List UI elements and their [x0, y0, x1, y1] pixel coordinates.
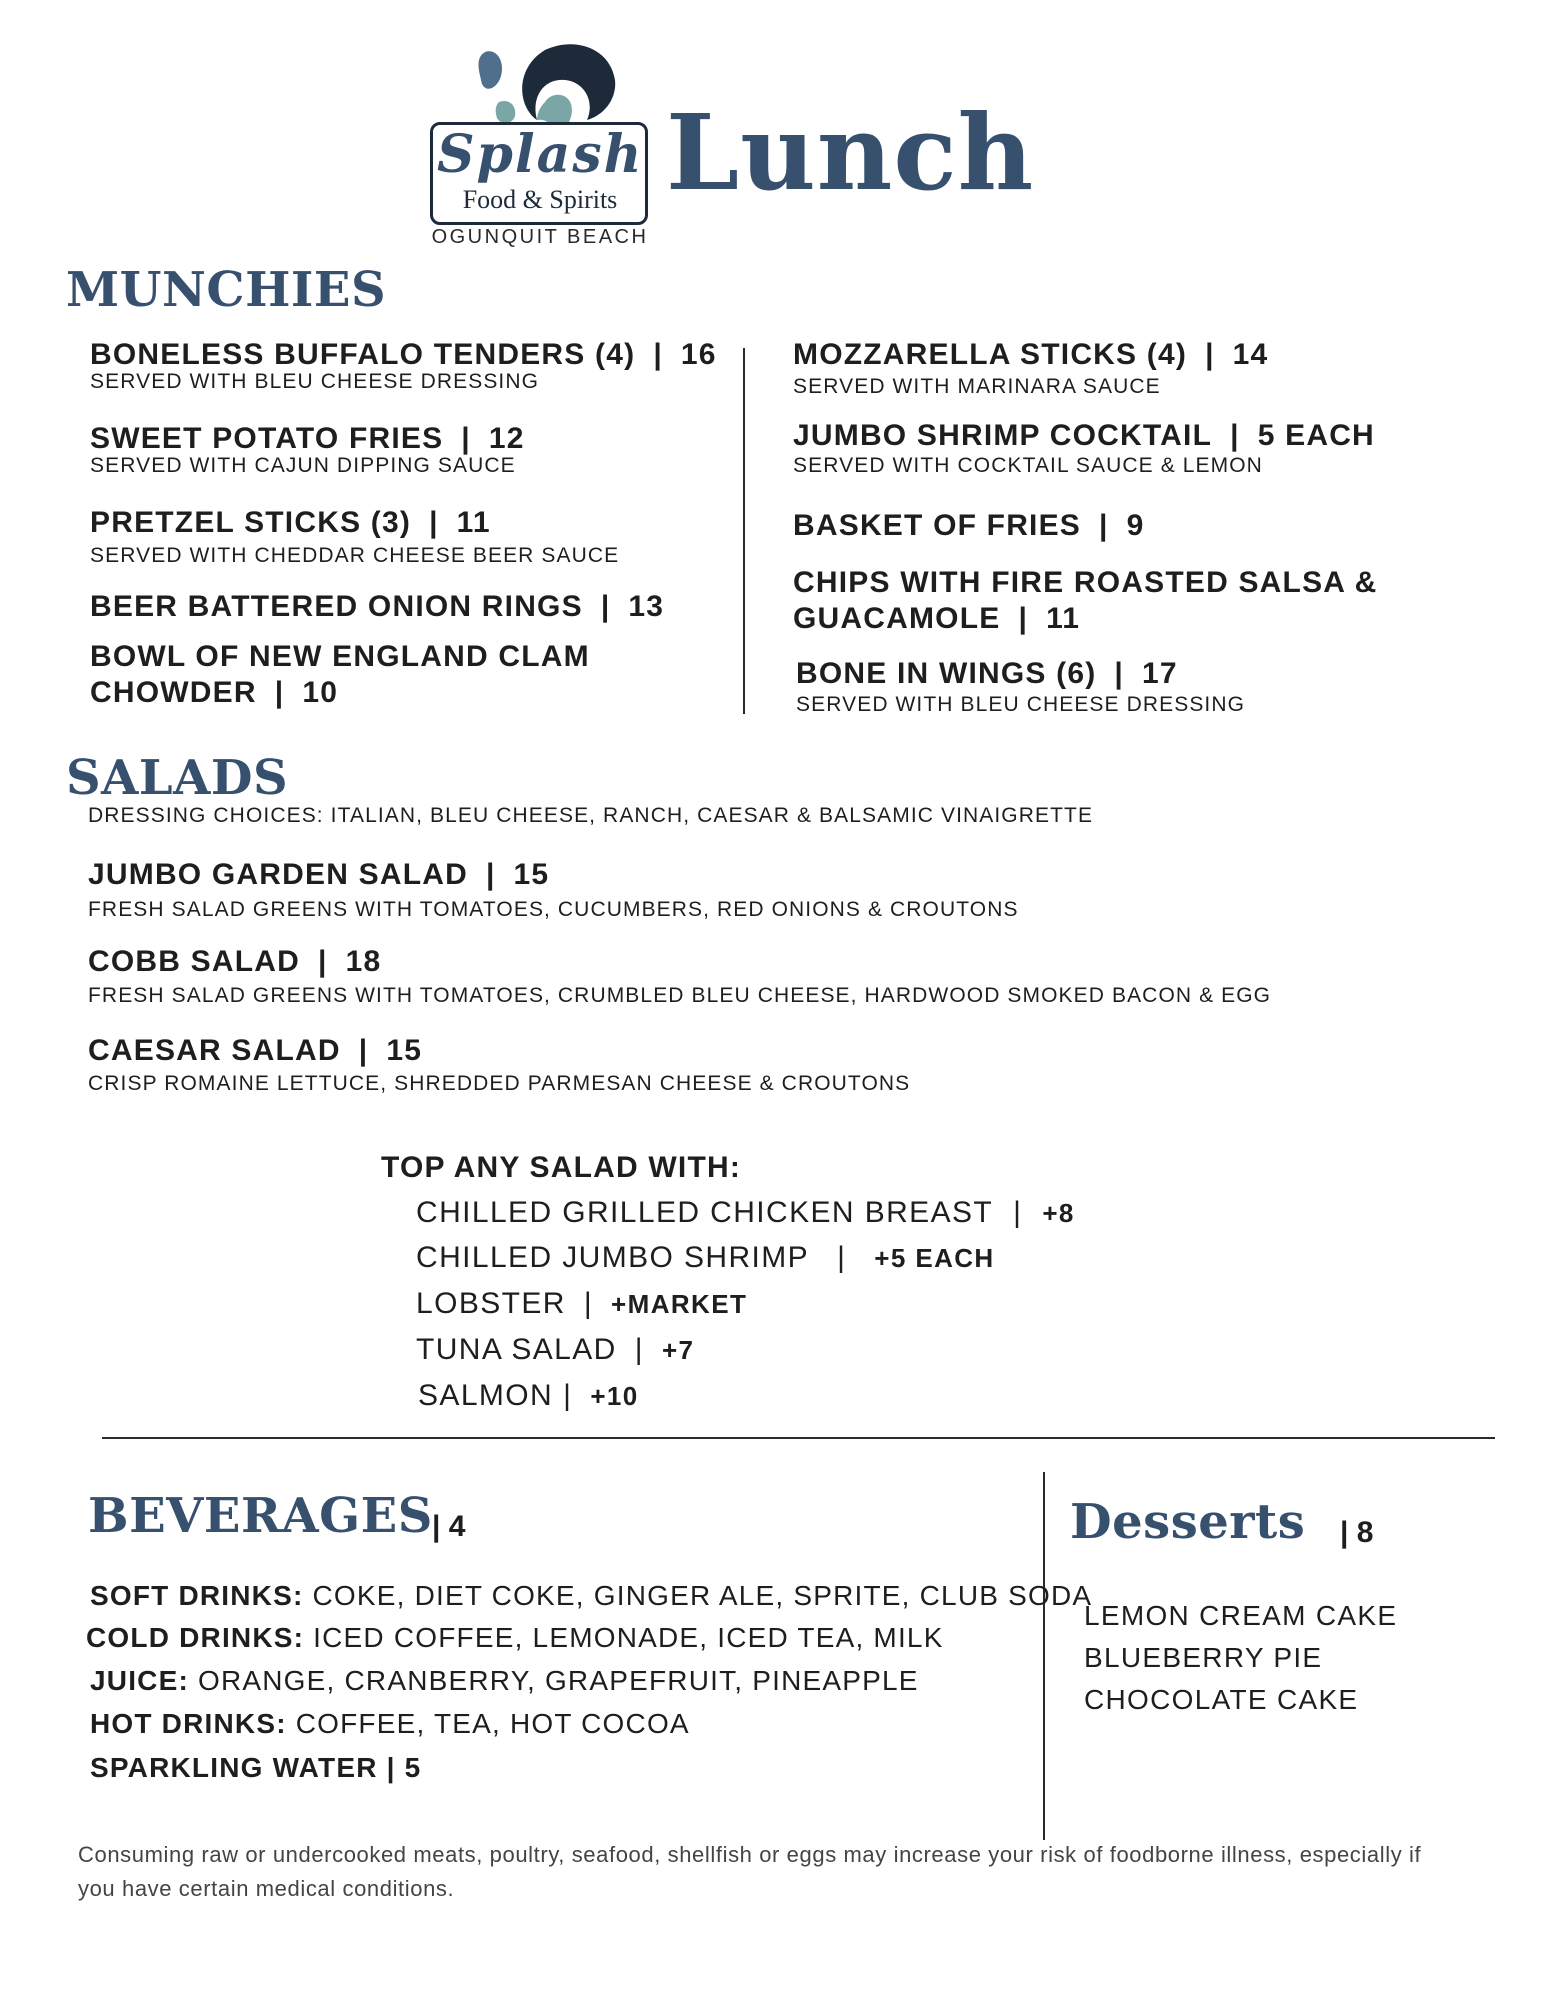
desserts-price: | 8: [1340, 1516, 1374, 1549]
menu-item: JUMBO GARDEN SALAD | 15: [88, 858, 550, 891]
item-name: COBB SALAD: [88, 945, 300, 978]
munchies-heading: MUNCHIES: [66, 262, 387, 318]
item-desc: SERVED WITH CHEDDAR CHEESE BEER SAUCE: [90, 544, 620, 567]
dessert-item: CHOCOLATE CAKE: [1084, 1684, 1359, 1715]
item-name: JUMBO GARDEN SALAD: [88, 858, 468, 891]
topping-price: +8: [1042, 1198, 1075, 1228]
item-price: 15: [513, 858, 550, 891]
beverage-line: [90, 1752, 421, 1784]
item-desc: SERVED WITH COCKTAIL SAUCE & LEMON: [793, 454, 1263, 477]
menu-item: JUMBO SHRIMP COCKTAIL | 5 EACH: [793, 419, 1375, 452]
beverage-text: COKE, DIET COKE, GINGER ALE, SPRITE, CLUB SODA: [303, 1580, 1093, 1611]
item-price: 18: [345, 945, 382, 978]
menu-item-cont: CHOWDER | 10: [90, 676, 339, 709]
menu-item: [90, 639, 590, 675]
menu-item: [793, 565, 1377, 601]
topping-name: SALMON: [418, 1379, 554, 1412]
logo-location: OGUNQUIT BEACH: [431, 226, 649, 248]
beverage-text: COFFEE, TEA, HOT COCOA: [286, 1708, 690, 1739]
beverage-label: JUICE:: [90, 1665, 189, 1696]
topping-item: SALMON | +10: [418, 1379, 639, 1412]
item-name: BONELESS BUFFALO TENDERS (4): [90, 338, 636, 371]
item-name: CHIPS WITH FIRE ROASTED SALSA &: [793, 566, 1378, 599]
topping-item: CHILLED GRILLED CHICKEN BREAST | +8: [416, 1196, 1075, 1229]
item-desc: SERVED WITH BLEU CHEESE DRESSING: [796, 693, 1246, 716]
menu-item: COBB SALAD | 18: [88, 945, 382, 978]
item-price: 17: [1142, 657, 1178, 690]
dessert-item: BLUEBERRY PIE: [1084, 1642, 1323, 1673]
topping-price: +10: [590, 1381, 639, 1411]
item-price: 12: [488, 422, 525, 455]
item-price: 9: [1126, 509, 1145, 542]
beverage-line: [90, 1708, 690, 1740]
menu-item: BONELESS BUFFALO TENDERS (4) | 16: [90, 338, 717, 371]
topping-name: TUNA SALAD: [416, 1333, 617, 1366]
topping-name: CHILLED JUMBO SHRIMP: [416, 1241, 810, 1274]
item-price: 5 EACH: [1257, 419, 1375, 452]
item-desc: SERVED WITH MARINARA SAUCE: [793, 375, 1161, 398]
munchies-divider: [743, 348, 745, 714]
beverage-label: SPARKLING WATER | 5: [90, 1752, 422, 1783]
menu-item: SWEET POTATO FRIES | 12: [90, 422, 525, 455]
beverage-label: COLD DRINKS:: [86, 1622, 305, 1653]
menu-item: BONE IN WINGS (6) | 17: [796, 657, 1178, 690]
item-desc: FRESH SALAD GREENS WITH TOMATOES, CUCUMBERS, RED ONIONS & CROUTONS: [88, 898, 1019, 921]
topping-name: CHILLED GRILLED CHICKEN BREAST: [416, 1196, 994, 1229]
item-desc: SERVED WITH BLEU CHEESE DRESSING: [90, 370, 540, 393]
beverage-label: HOT DRINKS:: [90, 1708, 287, 1739]
topping-heading: TOP ANY SALAD WITH:: [381, 1151, 742, 1184]
menu-item: CAESAR SALAD | 15: [88, 1034, 423, 1067]
dressing-choices: DRESSING CHOICES: ITALIAN, BLEU CHEESE, RANCH, CAESAR & BALSAMIC VINAIGRETTE: [88, 804, 1094, 827]
logo: [425, 40, 655, 255]
item-desc: CRISP ROMAINE LETTUCE, SHREDDED PARMESAN CHEESE & CROUTONS: [88, 1072, 911, 1095]
page-title: Lunch: [666, 91, 1035, 214]
topping-name: LOBSTER: [416, 1287, 566, 1320]
beverage-label: SOFT DRINKS:: [90, 1580, 304, 1611]
topping-item: LOBSTER | +MARKET: [416, 1287, 748, 1320]
dessert-item: LEMON CREAM CAKE: [1084, 1600, 1398, 1631]
item-name: MOZZARELLA STICKS (4): [793, 338, 1188, 371]
beverage-text: ICED COFFEE, LEMONADE, ICED TEA, MILK: [304, 1622, 944, 1653]
item-desc: SERVED WITH CAJUN DIPPING SAUCE: [90, 454, 516, 477]
logo-subtitle: Food & Spirits: [462, 185, 618, 214]
item-name: CAESAR SALAD: [88, 1034, 341, 1067]
beverage-line: [90, 1580, 1092, 1612]
beverage-line: [90, 1665, 919, 1697]
topping-price: +7: [661, 1335, 695, 1365]
item-name: BONE IN WINGS (6): [796, 657, 1097, 690]
beverage-line: [86, 1622, 944, 1654]
item-desc: FRESH SALAD GREENS WITH TOMATOES, CRUMBLED BLEU CHEESE, HARDWOOD SMOKED BACON & EGG: [88, 984, 1272, 1007]
topping-price: +MARKET: [611, 1289, 748, 1319]
logo-brand: Splash: [437, 124, 644, 185]
item-name: BASKET OF FRIES: [793, 509, 1082, 542]
section-divider: [102, 1437, 1495, 1439]
item-price: 13: [628, 590, 665, 623]
salads-heading: SALADS: [66, 750, 289, 806]
beverage-dessert-divider: [1043, 1472, 1045, 1840]
item-name: BOWL OF NEW ENGLAND CLAM: [90, 640, 590, 673]
item-price: 16: [680, 338, 717, 371]
menu-item-cont: GUACAMOLE | 11: [793, 602, 1081, 635]
item-price: 11: [1046, 602, 1081, 635]
item-name: CHOWDER: [90, 676, 257, 709]
disclaimer-line: you have certain medical conditions.: [78, 1876, 455, 1901]
menu-item: MOZZARELLA STICKS (4) | 14: [793, 338, 1269, 371]
menu-item: PRETZEL STICKS (3) | 11: [90, 506, 491, 539]
item-name: JUMBO SHRIMP COCKTAIL: [793, 419, 1213, 452]
beverages-heading: BEVERAGES: [88, 1488, 433, 1544]
topping-price: +5 EACH: [874, 1243, 995, 1273]
menu-item: BEER BATTERED ONION RINGS | 13: [90, 590, 665, 623]
menu-item: BASKET OF FRIES | 9: [793, 509, 1145, 542]
topping-item: TUNA SALAD | +7: [416, 1333, 695, 1366]
disclaimer-line: Consuming raw or undercooked meats, poultry, seafood, shellfish or eggs may increase your risk of foodborne illness, especially if: [78, 1842, 1422, 1867]
desserts-heading: Desserts: [1070, 1494, 1306, 1550]
beverage-text: ORANGE, CRANBERRY, GRAPEFRUIT, PINEAPPLE: [189, 1665, 919, 1696]
item-name: PRETZEL STICKS (3): [90, 506, 412, 539]
item-price: 14: [1232, 338, 1269, 371]
beverages-price: | 4: [432, 1510, 466, 1543]
item-price: 11: [456, 506, 491, 539]
item-name: BEER BATTERED ONION RINGS: [90, 590, 583, 623]
item-name: GUACAMOLE: [793, 602, 1001, 635]
item-price: 10: [302, 676, 339, 709]
item-price: 15: [386, 1034, 423, 1067]
topping-item: CHILLED JUMBO SHRIMP | +5 EACH: [416, 1241, 995, 1274]
item-name: SWEET POTATO FRIES: [90, 422, 444, 455]
